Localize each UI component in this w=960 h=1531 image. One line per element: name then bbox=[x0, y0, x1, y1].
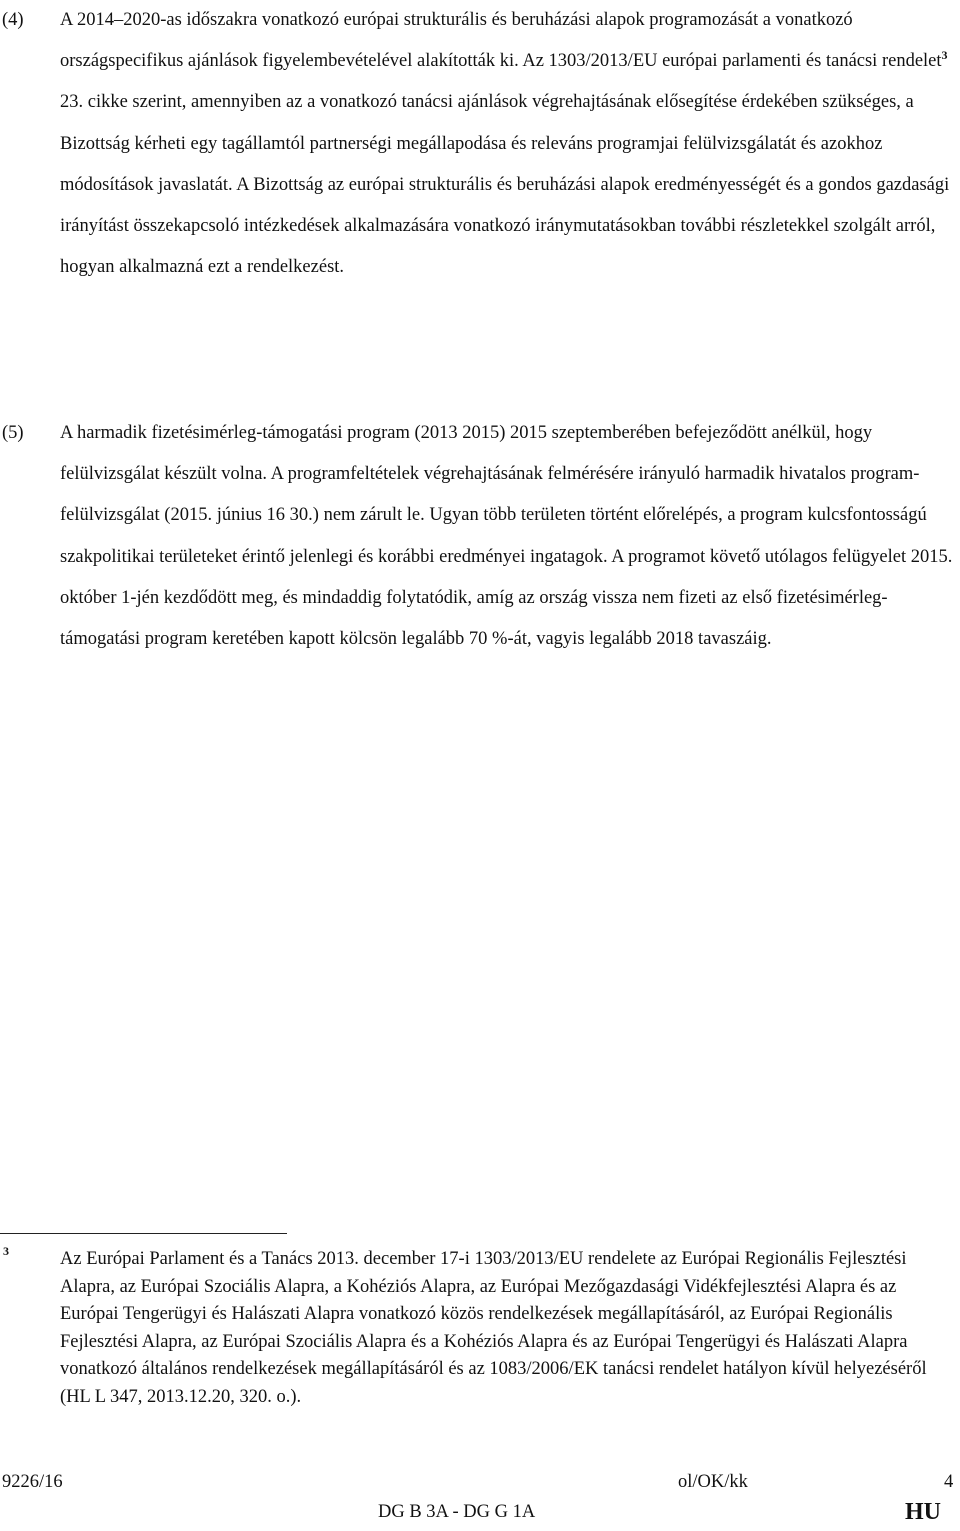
language-code: HU bbox=[905, 1499, 941, 1525]
footnote-text: Az Európai Parlament és a Tanács 2013. december 17-i 1303/2013/EU rendelete az Európai Regionális Fejlesztési Alapra, az Európai Szociális Alapra, a Kohéziós Alapra, az Európai Mezőgazdasági Vidékfejlesztési Alapra és az Európai Tengerügyi és Halászati Alapra vonatkozó közös rendelkezések megállapításáról, az Európai Regionális Fejlesztési Alapra, az Európai Szociális Alapra és a Kohéziós Alapra és az Európai Tengerügyi és Halászati Alapra vonatkozó általános rendelkezések megállapításáról és az 1083/2006/EK tanácsi rendelet hatályon kívül helyezéséről (HL L 347, 2013.12.20, 320. o.). bbox=[60, 1249, 927, 1407]
paragraph-text: A harmadik fizetésimérleg-támogatási program (2013 2015) 2015 szeptemberében befejeződött anélkül, hogy felülvizsgálat készült volna. A programfeltételek végrehajtásának felmérésére irányuló harmadik hivatalos program-felülvizsgálat (2015. június 16 30.) nem zárult le. Ugyan több területen történt előrelépés, a program kulcsfontosságú szakpolitikai területeket érintő jelenlegi és korábbi eredményei ingatagok. A programot követő utólagos felügyelet 2015. október 1-jén kezdődött meg, és mindaddig folytatódik, amíg az ország vissza nem fizeti az első fizetésimérleg-támogatási program keretében kapott kölcsön legalább 70 %-át, vagyis legalább 2018 tavaszáig. bbox=[60, 423, 953, 650]
author-initials: ol/OK/kk bbox=[678, 1472, 748, 1492]
footnote-reference[interactable]: 3 bbox=[941, 48, 948, 63]
footnote-separator bbox=[0, 1233, 287, 1234]
paragraph-text bbox=[60, 0, 956, 288]
paragraph-number: (5) bbox=[2, 423, 24, 443]
paragraph-text-part: A 2014–2020-as időszakra vonatkozó európai strukturális és beruházási alapok programozását a vonatkozó országspecifikus ajánlások figyelembevételével alakították ki. Az 1303/2013/EU európai parlamenti és tanácsi rendelet bbox=[60, 10, 942, 72]
footnote-mark: 3 bbox=[3, 1244, 9, 1258]
directorate-general: DG B 3A - DG G 1A bbox=[378, 1502, 536, 1522]
paragraph-text-part: 23. cikke szerint, amennyiben az a vonatkozó tanácsi ajánlások végrehajtásának elősegítése érdekében szükséges, a Bizottság kérheti egy tagállamtól partnerségi megállapodása és releváns programjai felülvizsgálatát és azokhoz módosítások javaslatát. A Bizottság az európai strukturális és beruházási alapok eredményességét és a gondos gazdasági irányítást összekapcsoló intézkedések alkalmazására vonatkozó iránymutatásokban további részletekkel szolgált arról, hogyan alkalmazná ezt a rendelkezést. bbox=[60, 92, 950, 278]
paragraph-number: (4) bbox=[2, 10, 24, 30]
document-number: 9226/16 bbox=[2, 1472, 63, 1492]
page-number: 4 bbox=[944, 1472, 954, 1492]
